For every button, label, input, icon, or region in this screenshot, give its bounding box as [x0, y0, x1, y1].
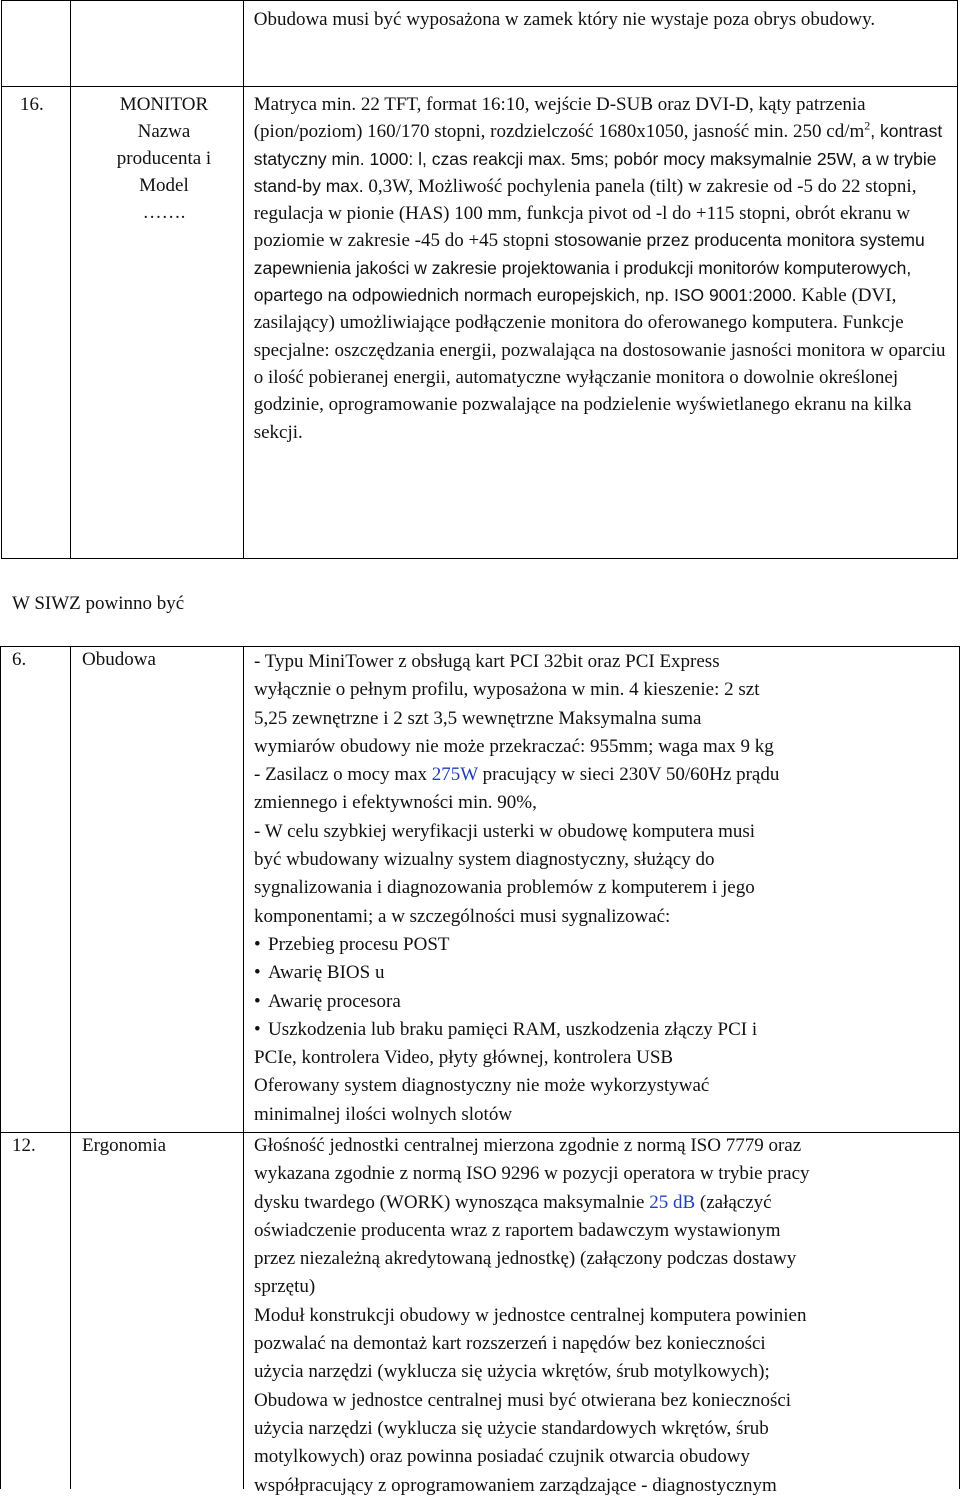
table-cell — [243, 1, 957, 87]
component-name: Ergonomia — [82, 1135, 167, 1156]
spec-line: komponentami; a w szczególności musi sygnalizować: — [254, 905, 671, 927]
component-name: Obudowa — [82, 649, 156, 670]
spec-line: PCIe, kontrolera Video, płyty głównej, kontrolera USB — [254, 1047, 674, 1069]
spec-line: minimalnej ilości wolnych slotów — [254, 1103, 513, 1125]
component-name-line: Nazwa — [137, 121, 191, 142]
table-row — [2, 1, 958, 87]
superscript: 2 — [864, 118, 871, 133]
spec-line: Głośność jednostki centralnej mierzona zgodnie z normą ISO 7779 oraz — [254, 1135, 802, 1156]
spec-line: użycia narzędzi (wyklucza się użycia wkrętów, śrub motylkowych); — [254, 1361, 770, 1383]
spec-line: wyłącznie o pełnym profilu, wyposażona w min. 4 kieszenie: 2 szt — [254, 679, 760, 701]
ergonomics-spec-text — [254, 1132, 954, 1500]
spec-line: wykazana zgodnie z normą ISO 9296 w pozycji operatora w trybie pracy — [254, 1163, 810, 1185]
psu-text: - Zasilacz o mocy max — [254, 764, 432, 786]
monitor-spec-part: , kontrast statyczny min. 1000: l, czas reakcji max. 5ms; pobór mocy maksymalnie 25W, a w trybie stand-by max. — [253, 121, 943, 196]
psu-power: 275W — [431, 764, 478, 786]
noise-text: (załączyć — [695, 1191, 772, 1213]
monitor-spec-table — [1, 0, 958, 559]
spec-line — [254, 761, 954, 789]
case-spec-text — [254, 646, 954, 1129]
spec-line: zmiennego i efektywności min. 90%, — [254, 792, 537, 814]
row-number — [2, 87, 71, 559]
bullet-item: • Awarię procesora — [254, 988, 954, 1016]
spec-line: Oferowany system diagnostyczny nie może wykorzystywać — [254, 1075, 710, 1097]
component-name-line: Model — [139, 175, 189, 196]
bullet-item: • Uszkodzenia lub braku pamięci RAM, uszkodzenia złączy PCI i — [254, 1016, 954, 1044]
spec-line: współpracujący z oprogramowaniem zarządzające - diagnostycznym — [254, 1474, 777, 1496]
monitor-spec-part: stosowanie przez producenta monitora systemu zapewnienia jakości w zakresie projektowania i produkcji monitorów komputerowych, opartego na odpowiednich normach europejskich, np. ISO 9001:2000. — [253, 230, 925, 306]
row-number-text: 16. — [20, 94, 44, 115]
spec-line: - Typu MiniTower z obsługą kart PCI 32bit oraz PCI Express — [254, 651, 720, 672]
spec-line: wymiarów obudowy nie może przekraczać: 955mm; waga max 9 kg — [254, 735, 774, 757]
table-cell — [71, 1, 244, 87]
bullet-item: • Przebieg procesu POST — [254, 931, 954, 959]
spec-line: pozwalać na demontaż kart rozszerzeń i napędów bez konieczności — [254, 1333, 766, 1355]
spec-line — [254, 1189, 954, 1217]
row-number: 6. — [12, 649, 27, 670]
spec-line: - W celu szybkiej weryfikacji usterki w obudowę komputera musi — [254, 820, 756, 842]
case-lock-text: Obudowa musi być wyposażona w zamek który nie wystaje poza obrys obudowy. — [253, 9, 876, 30]
spec-line: przez niezależną akredytowaną jednostkę) (załączony podczas dostawy — [254, 1248, 797, 1270]
row-number: 12. — [12, 1135, 36, 1156]
spec-line: Moduł konstrukcji obudowy w jednostce centralnej komputera powinien — [254, 1304, 807, 1326]
spec-line: Obudowa w jednostce centralnej musi być otwierana bez konieczności — [254, 1389, 792, 1411]
siwz-spec-table — [0, 646, 960, 1500]
monitor-spec-text — [243, 87, 957, 559]
table-row — [0, 646, 960, 1132]
spec-line: użycia narzędzi (wyklucza się użycie standardowych wkrętów, śrub — [254, 1417, 769, 1439]
monitor-spec-part: Matryca min. 22 TFT, format 16:10, wejście D-SUB oraz DVI-D, kąty patrzenia (pion/poziom) 160/170 stopni, rozdzielczość 1680x1050, jasność min. 250 cd/m — [253, 94, 866, 143]
component-name-line: MONITOR — [119, 94, 209, 115]
table-row — [0, 1132, 960, 1500]
spec-line: oświadczenie producenta wraz z raportem badawczym wystawionym — [254, 1219, 781, 1241]
spec-line: 5,25 zewnętrzne i 2 szt 3,5 wewnętrzne Maksymalna suma — [254, 707, 702, 729]
spec-line: sygnalizowania i diagnozowania problemów z komputerem i jego — [254, 877, 755, 899]
spec-line: być wbudowany wizualny system diagnostyczny, służący do — [254, 849, 715, 871]
table-row — [2, 87, 958, 559]
component-name-line: ……. — [142, 202, 186, 223]
monitor-spec-part: 0,3W, Możliwość pochylenia panela (tilt) w zakresie od -5 do 22 stopni, regulacja w pionie (HAS) 100 mm, funkcja pivot od -l do +115 stopni, obrót ekranu w poziomie w zakresie -45 do +45 stopni — [253, 175, 917, 252]
noise-text: dysku twardego (WORK) wynosząca maksymalnie — [254, 1191, 650, 1213]
monitor-spec-part: Kable (DVI, zasilający) umożliwiające podłączenie monitora do oferowanego komputera. Funkcje specjalne: oszczędzania energii, pozwalająca na dostosowanie jasności monitora w oparciu o ilość pobieranej energii, automatyczne wyłączanie monitora o dowolnie określonej godzinie, oprogramowanie pozwalające na podzielenie wyświetlanego ekranu na kilka sekcji. — [253, 285, 946, 443]
table-cell — [2, 1, 71, 87]
spec-line: sprzętu) — [254, 1276, 316, 1298]
bullet-item: • Awarię BIOS u — [254, 959, 954, 987]
noise-value: 25 dB — [649, 1191, 696, 1213]
section-heading: W SIWZ powinno być — [12, 593, 185, 614]
component-name-line: producenta i — [116, 148, 212, 169]
spec-line: motylkowych) oraz powinna posiadać czujnik otwarcia obudowy — [254, 1446, 750, 1468]
psu-text: pracujący w sieci 230V 50/60Hz prądu — [477, 764, 780, 786]
component-name — [71, 87, 244, 559]
